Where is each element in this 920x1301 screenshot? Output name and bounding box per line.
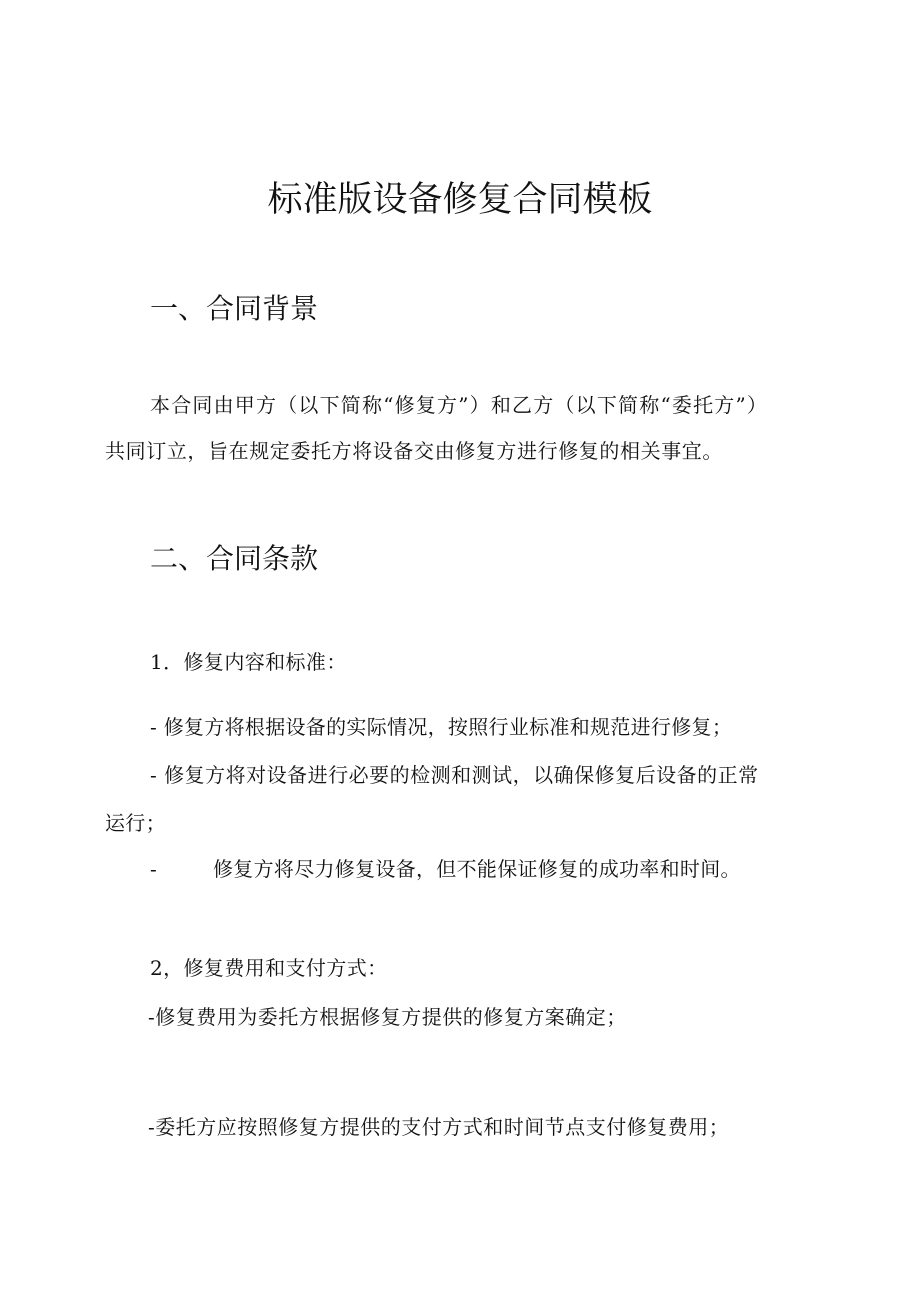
- clause-1-title: 1．修复内容和标准：: [150, 650, 347, 674]
- clause-2-bullet-2: -委托方应按照修复方提供的支付方式和时间节点支付修复费用；: [148, 1115, 730, 1139]
- background-paragraph-line-1: 本合同由甲方（以下简称“修复方”）和乙方（以下简称“委托方”）: [150, 393, 769, 417]
- document-title: 标准版设备修复合同模板: [267, 180, 653, 220]
- background-paragraph-line-2: 共同订立，旨在规定委托方将设备交由修复方进行修复的相关事宜。: [105, 439, 723, 463]
- clause-1-bullet-3-dash: -: [150, 857, 157, 881]
- clause-2-bullet-1: -修复费用为委托方根据修复方提供的修复方案确定；: [148, 1005, 627, 1029]
- clause-1-bullet-1: - 修复方将根据设备的实际情况，按照行业标准和规范进行修复；: [150, 715, 733, 739]
- clause-2-title: 2，修复费用和支付方式：: [150, 956, 388, 980]
- clause-1-bullet-3: 修复方将尽力修复设备，但不能保证修复的成功率和时间。: [213, 857, 741, 881]
- clause-1-bullet-2-continuation: 运行；: [105, 811, 166, 835]
- section-heading-terms: 二、合同条款: [150, 542, 319, 575]
- clause-1-bullet-2: - 修复方将对设备进行必要的检测和测试，以确保修复后设备的正常: [150, 763, 759, 787]
- section-heading-background: 一、合同背景: [150, 292, 319, 325]
